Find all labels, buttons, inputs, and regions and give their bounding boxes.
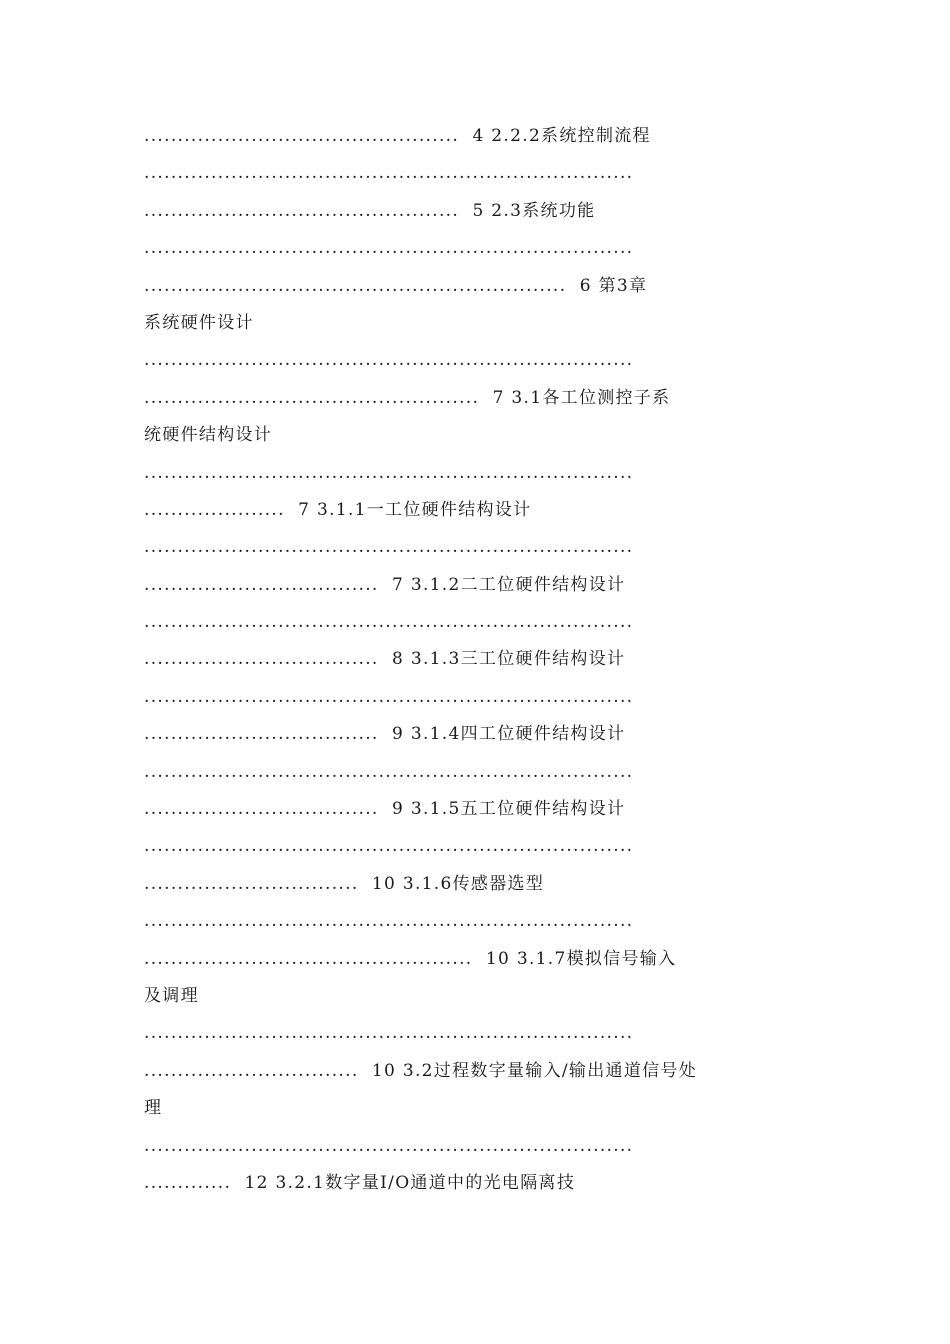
toc-line: .........................................................................: [144, 1023, 634, 1044]
toc-line: ............. 12 3.2.1数字量I/O通道中的光电隔离技: [144, 1172, 576, 1193]
toc-line: .........................................................................: [144, 537, 634, 558]
toc-line: ............................................... 5 2.3系统功能: [144, 200, 596, 221]
toc-line: .........................................................................: [144, 911, 634, 932]
toc-line: ................................... 9 3.1.5五工位硬件结构设计: [144, 799, 626, 820]
toc-line: .................................................. 7 3.1各工位测控子系: [144, 387, 671, 408]
toc-line: ..................... 7 3.1.1一工位硬件结构设计: [144, 499, 532, 520]
toc-line: .........................................................................: [144, 612, 634, 633]
toc-line: ............................................................... 6 第3章: [144, 275, 648, 296]
toc-line: ................................................. 10 3.1.7模拟信号输入: [144, 948, 677, 969]
toc-line: .........................................................................: [144, 836, 634, 857]
toc-line: 及调理: [144, 985, 199, 1006]
toc-line: .........................................................................: [144, 1135, 634, 1156]
toc-line: ................................ 10 3.2过程数字量输入/输出通道信号处: [144, 1060, 698, 1081]
toc-line: .........................................................................: [144, 761, 634, 782]
toc-line: ................................... 8 3.1.3三工位硬件结构设计: [144, 649, 626, 670]
toc-line: 系统硬件设计: [144, 312, 254, 333]
toc-line: .........................................................................: [144, 686, 634, 707]
toc-page: [144, 118, 804, 1202]
toc-line: ................................ 10 3.1.6传感器选型: [144, 873, 545, 894]
toc-line: ................................... 7 3.1.2二工位硬件结构设计: [144, 574, 626, 595]
toc-line: .........................................................................: [144, 462, 634, 483]
toc-line: .........................................................................: [144, 350, 634, 371]
toc-line: .........................................................................: [144, 238, 634, 259]
toc-line: 理: [144, 1098, 163, 1119]
toc-line: ............................................... 4 2.2.2系统控制流程: [144, 126, 651, 146]
toc-line: ................................... 9 3.1.4四工位硬件结构设计: [144, 724, 626, 745]
toc-line: .........................................................................: [144, 163, 634, 184]
toc-line: 统硬件结构设计: [144, 425, 273, 446]
